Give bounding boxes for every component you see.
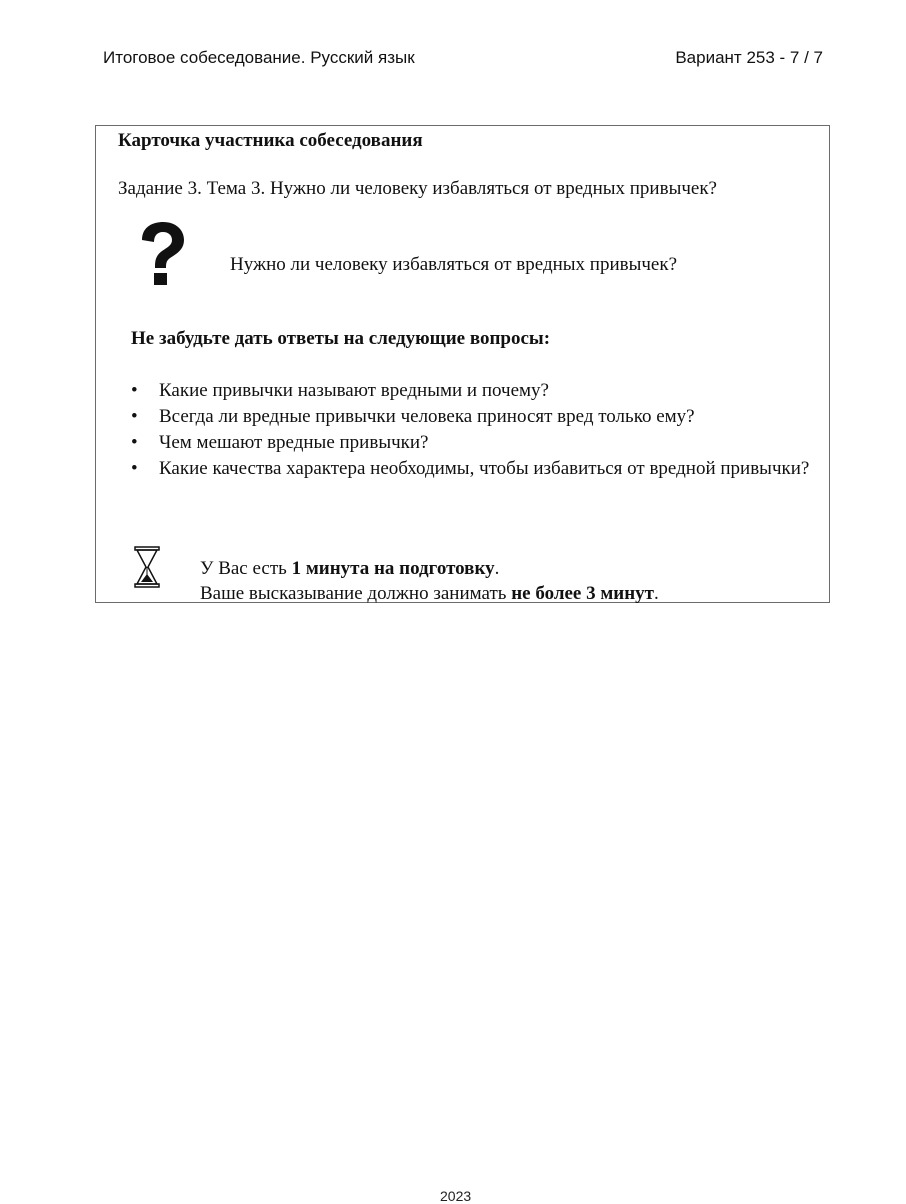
participant-card [95,125,830,603]
question-mark-icon [136,220,188,286]
hourglass-icon [134,546,160,588]
bullet: • [131,432,138,453]
page-header [0,0,906,80]
question-text: Какие качества характера необходимы, чтобы избавиться от вредной привычки? [159,458,810,479]
list-item [131,430,823,456]
list-item [131,378,823,404]
preparation-time: У Вас есть 1 минута на подготовку. [200,558,500,579]
question-text: Чем мешают вредные привычки? [159,432,429,453]
bullet: • [131,406,138,427]
main-question: Нужно ли человеку избавляться от вредных привычек? [230,254,678,275]
bullet: • [131,380,138,401]
task-topic: Задание 3. Тема 3. Нужно ли человеку избавляться от вредных привычек? [118,178,717,199]
list-item [131,456,823,482]
bullet: • [131,458,138,479]
question-text: Какие привычки называют вредными и почему? [159,380,549,401]
exam-title: Итоговое собеседование. Русский язык [103,48,415,67]
variant-label: Вариант 253 - 7 / 7 [675,48,823,67]
questions-reminder: Не забудьте дать ответы на следующие вопросы: [131,328,551,349]
questions-list [131,378,823,482]
page-number: 2023 [440,1188,472,1204]
list-item [131,404,823,430]
card-title: Карточка участника собеседования [118,130,423,151]
question-text: Всегда ли вредные привычки человека приносят вред только ему? [159,406,695,427]
answer-time: Ваше высказывание должно занимать не более 3 минут. [200,583,659,604]
